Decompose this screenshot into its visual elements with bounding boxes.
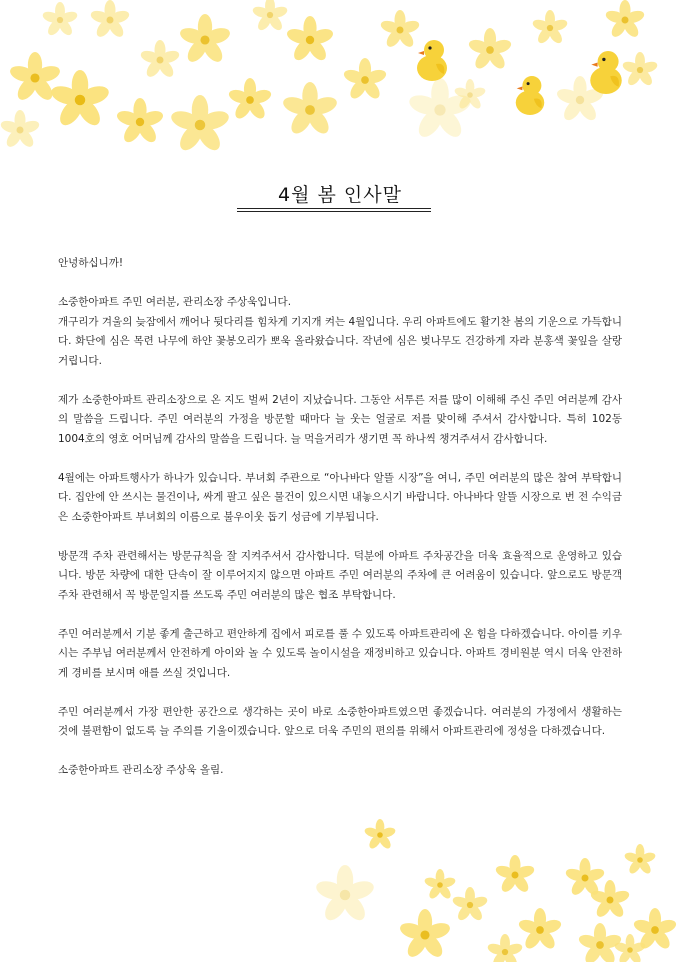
flower-icon	[451, 887, 488, 922]
flower-icon	[0, 110, 41, 149]
flower-icon	[169, 95, 231, 154]
flower-icon	[494, 855, 535, 894]
flower-cluster-bottom	[314, 819, 678, 962]
flower-icon	[632, 908, 678, 951]
chick-icon	[417, 40, 447, 81]
flower-icon	[363, 819, 396, 851]
chick-icon	[516, 76, 545, 115]
flower-icon	[342, 58, 388, 101]
flower-icon	[251, 0, 288, 32]
flower-icon	[604, 0, 645, 39]
flower-icon	[407, 78, 473, 141]
paragraph-intro: 소중한아파트 주민 여러분, 관리소장 주상욱입니다. 개구리가 겨울의 늦잠에서 깨어나 뒷다리를 힘차게 기지개 켜는 4월입니다. 우리 아파트에도 활기찬 봄의 기운으로 가득합니다. 화단에 심은 목련 나무에 하얀 꽃봉오리가 뽀욱 올라왔습니다. 작년에 심은 벚나무도 건강하게 자라 분홍색 꽃잎을 살랑거립니다.	[58, 296, 622, 367]
title-block	[0, 180, 680, 207]
flower-icon	[577, 923, 623, 962]
flower-icon	[555, 76, 605, 123]
flower-icon	[398, 909, 452, 960]
flower-icon	[41, 2, 78, 37]
flower-icon	[613, 934, 646, 962]
flower-icon	[285, 16, 335, 63]
flower-icon	[453, 79, 486, 111]
flower-icon	[89, 0, 130, 39]
flower-icon	[423, 869, 456, 901]
flower-icon	[564, 858, 605, 897]
signature: 소중한아파트 관리소장 주상욱 올림.	[58, 764, 224, 776]
paragraph-event: 4월에는 아파트행사가 하나가 있습니다. 부녀회 주관으로 “아나바다 알뜰 시장”을 여니, 주민 여러분의 많은 참여 부탁합니다. 집안에 안 쓰시는 물건이나, 싸게 팔고 싶은 물건이 있으시면 내놓으시기 바랍니다. 아나바다 알뜰 시장으로 번 전 수익금은 소중한아파트 부녀회의 이름으로 불우이웃 돕기 성금에 기부됩니다.	[58, 471, 622, 523]
flower-icon	[621, 52, 658, 87]
paragraph-thanks: 제가 소중한아파트 관리소장으로 온 지도 벌써 2년이 지났습니다. 그동안 서투른 저를 많이 이해해 주신 주민 여러분께 감사의 말씀을 드립니다. 주민 여러분의 가정을 방문할 때마다 늘 웃는 얼굴로 저를 맞이해 주셔서 감사합니다. 특히 102동 1004호의 영호 어머님께 감사의 말씀을 드립니다. 늘 먹을거리가 생기면 꼭 하나씩 챙겨주셔서 감사합니다.	[58, 393, 622, 445]
paragraph-closing: 주민 여러분께서 가장 편안한 공간으로 생각하는 곳이 바로 소중한아파트였으면 좋겠습니다. 여러분의 가정에서 생활하는 것에 불편함이 없도록 늘 주의를 기울이겠습니다. 앞으로 더욱 주민의 편의를 위해서 아파트관리에 정성을 다하겠습니다.	[58, 705, 622, 737]
chick-icon	[590, 51, 622, 94]
paragraph-parking: 방문객 주차 관련해서는 방문규칙을 잘 지켜주셔서 감사합니다. 덕분에 아파트 주차공간을 더욱 효율적으로 운영하고 있습니다. 방문 차량에 대한 단속이 잘 이루어지지 않으면 아파트 주민 여러분의 주차에 큰 어려움이 있습니다. 앞으로도 방문객 주차 관련해서 꼭 방문일지를 쓰도록 주민 여러분의 많은 협조 부탁합니다.	[58, 549, 622, 601]
letter-body	[58, 254, 622, 800]
flower-icon	[467, 28, 513, 71]
flower-icon	[178, 14, 232, 65]
flower-icon	[49, 70, 111, 129]
flower-icon	[623, 844, 656, 876]
page-title: 4월 봄 인사말	[278, 184, 402, 206]
flower-icon	[227, 78, 273, 121]
flower-icon	[139, 40, 180, 79]
flower-icon	[486, 934, 523, 962]
title-underline	[237, 208, 431, 212]
flower-cluster-top	[0, 0, 659, 154]
chick-cluster	[417, 40, 622, 115]
flower-icon	[8, 52, 62, 103]
flower-icon	[314, 865, 376, 924]
paragraph-management: 주민 여러분께서 기분 좋게 출근하고 편안하게 집에서 피로를 풀 수 있도록 아파트관리에 온 힘을 다하겠습니다. 아이를 키우시는 주부님 여러분께서 안전하게 아이와 놀 수 있도록 놀이시설을 재정비하고 있습니다. 아파트 경비원분 역시 더욱 안전하게 경비를 보시며 애를 쓰실 것입니다.	[58, 627, 622, 679]
flower-icon	[531, 10, 568, 45]
flower-icon	[281, 82, 339, 137]
flower-icon	[589, 880, 630, 919]
flower-icon	[115, 98, 165, 145]
greeting: 안녕하십니까!	[58, 257, 124, 269]
flower-icon	[517, 908, 563, 951]
flower-icon	[379, 10, 420, 49]
